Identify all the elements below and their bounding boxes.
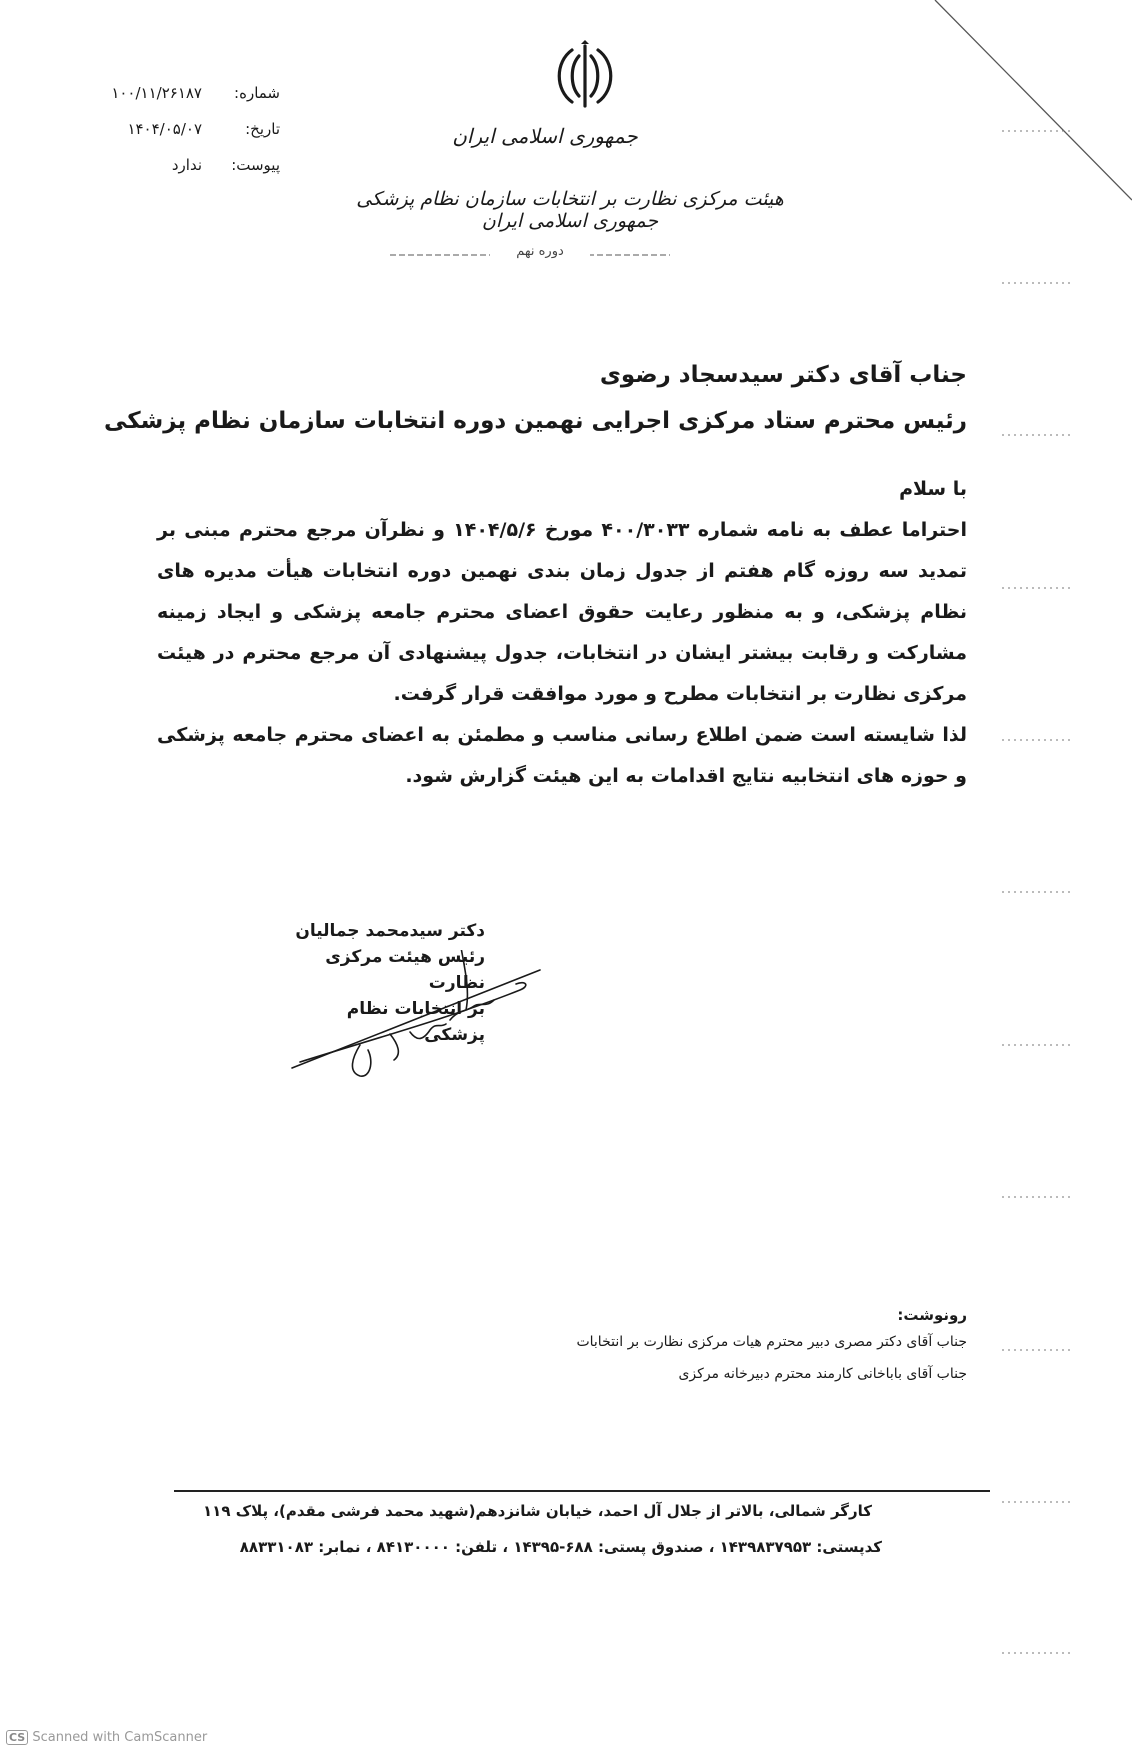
recipient-title: رئیس محترم ستاد مرکزی اجرایی نهمین دوره انتخابات سازمان نظام پزشکی xyxy=(103,408,967,434)
organization-name: هیئت مرکزی نظارت بر انتخابات سازمان نظام پزشکی جمهوری اسلامی ایران xyxy=(356,188,784,232)
signer-title-line2: بر انتخابات نظام پزشکی xyxy=(346,999,485,1045)
meta-attachment-label: پیوست: xyxy=(231,156,280,174)
margin-tick-mark xyxy=(1002,1345,1072,1355)
margin-tick-mark xyxy=(1002,1192,1072,1202)
country-name: جمهوری اسلامی ایران xyxy=(452,124,638,148)
meta-date-label: تاریخ: xyxy=(245,120,280,138)
margin-tick-mark xyxy=(1002,430,1072,440)
margin-tick-mark xyxy=(1002,1648,1072,1658)
margin-tick-mark xyxy=(1002,583,1072,593)
scanner-watermark xyxy=(6,1730,207,1745)
cc-label: رونوشت: xyxy=(897,1306,967,1324)
cc-item: جناب آقای دکتر مصری دبیر محترم هیات مرکزی نظارت بر انتخابات xyxy=(576,1334,967,1350)
margin-tick-mark xyxy=(1002,1497,1072,1507)
margin-tick-mark xyxy=(1002,735,1072,745)
meta-attachment-value: ندارد xyxy=(171,156,202,174)
scanner-text: Scanned with CamScanner xyxy=(32,1730,208,1745)
handwritten-signature xyxy=(290,950,550,1080)
footer-address: کارگر شمالی، بالاتر از جلال آل احمد، خیابان شانزدهم(شهید محمد فرشی مقدم)، پلاک ۱۱۹ xyxy=(203,1502,872,1520)
meta-attachment xyxy=(80,156,280,186)
margin-tick-mark xyxy=(1002,278,1072,288)
scanner-logo: CS xyxy=(6,1730,28,1745)
period-label: دوره نهم xyxy=(490,244,590,259)
meta-date xyxy=(80,120,280,150)
body-paragraph: احتراما عطف به نامه شماره ۴۰۰/۳۰۳۳ مورخ ۱۴۰۴/۵/۶ و نظرآن مرجع محترم مبنی بر تمدید سه روزه گام هفتم از جدول زمان بندی نهمین دوره انتخابات هیأت مدیره های نظام پزشکی، و به منظور رعایت حقوق اعضای محترم جامعه پزشکی و ایجاد زمینه مشارکت و رقابت بیشتر ایشان در انتخابات، جدول پیشنهادی آن مرجع محترم در هیئت مرکزی نظارت بر انتخابات مطرح و مورد موافقت قرار گرفت. xyxy=(157,519,967,705)
greeting: با سلام xyxy=(899,478,967,500)
meta-number-label: شماره: xyxy=(234,84,280,102)
footer-divider xyxy=(174,1490,990,1492)
letter-body xyxy=(157,510,967,797)
margin-tick-mark xyxy=(1002,1040,1072,1050)
signer-title-line1: رئیس هیئت مرکزی نظارت xyxy=(325,947,485,993)
emblem-icon xyxy=(550,40,620,112)
footer-contact: کدپستی: ۱۴۳۹۸۳۷۹۵۳ ، صندوق پستی: ۶۸۸-۱۴۳۹۵ ، تلفن: ۸۴۱۳۰۰۰۰ ، نمابر: ۸۸۳۳۱۰۸۳ xyxy=(239,1538,882,1556)
cc-item: جناب آقای باباخانی کارمند محترم دبیرخانه مرکزی xyxy=(678,1366,967,1382)
meta-number xyxy=(80,84,280,114)
margin-tick-mark xyxy=(1002,887,1072,897)
meta-number-value: ۱۰۰/۱۱/۲۶۱۸۷ xyxy=(111,84,202,102)
signer-name: دکتر سیدمحمد جمالیان xyxy=(295,921,485,941)
body-paragraph: لذا شایسته است ضمن اطلاع رسانی مناسب و مطمئن به اعضای محترم جامعه پزشکی و حوزه های انتخابیه نتایج اقدامات به این هیئت گزارش شود. xyxy=(157,724,967,787)
recipient-name: جناب آقای دکتر سیدسجاد رضوی xyxy=(599,362,967,388)
meta-date-value: ۱۴۰۴/۰۵/۰۷ xyxy=(127,120,202,138)
margin-tick-mark xyxy=(1002,126,1072,136)
